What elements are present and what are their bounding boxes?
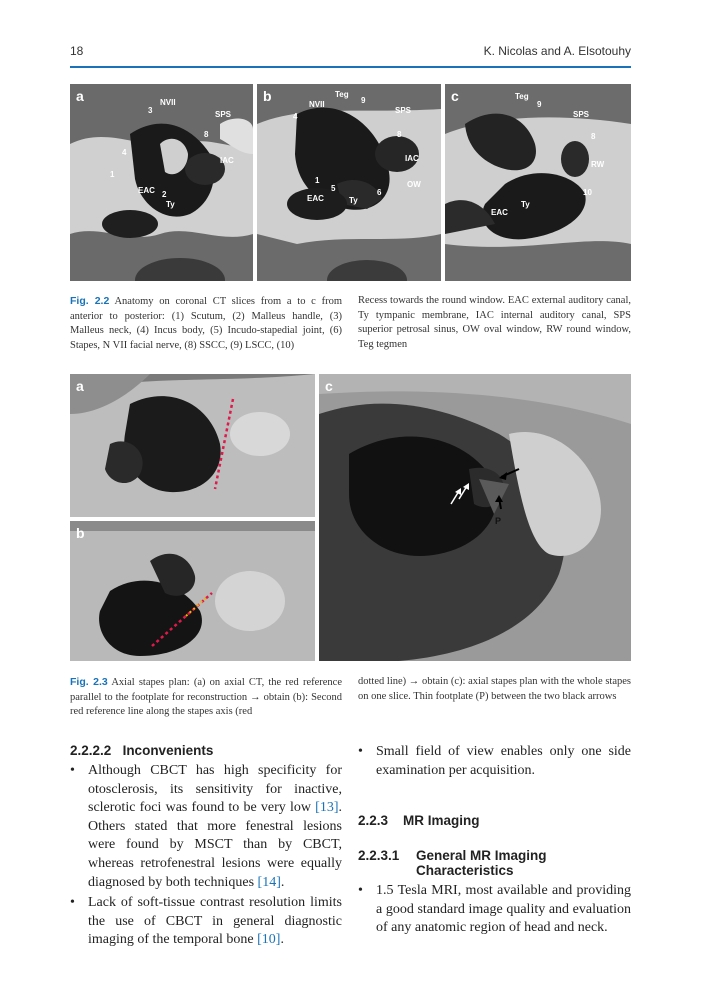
- annotation: EAC: [307, 194, 324, 203]
- annotation: 9: [537, 100, 542, 109]
- fig-2-2-panel-c: [445, 84, 631, 281]
- annotation: IAC: [220, 156, 234, 165]
- panel-label: c: [451, 88, 459, 104]
- annotation: 2: [162, 190, 167, 199]
- bullet-item: • Lack of soft-tissue contrast resolution limits the use of CBCT in general diagnostic imaging of the temporal bone [10].: [70, 895, 342, 948]
- annotation: EAC: [491, 208, 508, 217]
- annotation: 6: [377, 188, 382, 197]
- bullet-item: • Although CBCT has high specificity for otosclerosis, its sensitivity for inactive, sclerotic foci was found to be very low [13]. Others stated that more fenestral lesions were found by MSCT than by CBCT, whereas retrofenestral lesions were equally diagnosed by both techniques [14].: [70, 763, 342, 890]
- caption-text: Anatomy on coronal CT slices from a to c from anterior to posterior: (1) Scutum, (2) Malleus handle, (3) Malleus neck, (4) Incus body, (5) Incudo-stapedial joint, (6) Stapes, N VII facial nerve, (8) SSCC, (9) LSCC, (10): [70, 296, 342, 351]
- page-number: 18: [70, 44, 84, 58]
- fig-2-2-caption-right: Recess towards the round window. EAC external auditory canal, Ty tympanic membrane, IAC internal auditory canal, SPS superior petrosal sinus, OW oval window, RW round window, Teg tegmen: [358, 295, 631, 350]
- fig-2-3-panel-b: [70, 521, 315, 661]
- annotation: Ty: [166, 200, 175, 209]
- section-title-line: Characteristics: [416, 863, 514, 878]
- annotation: 10: [583, 188, 592, 197]
- section-title-line: General MR Imaging: [416, 848, 547, 863]
- annotation: OW: [407, 180, 421, 189]
- annotation: 4: [293, 112, 298, 121]
- annotation: 3: [148, 106, 153, 115]
- section-number: 2.2.3: [358, 813, 389, 828]
- bullet-symbol: •: [358, 883, 363, 898]
- annotation: SPS: [215, 110, 232, 119]
- annotation: IAC: [405, 154, 419, 163]
- section-heading-2-2-3: [358, 813, 480, 828]
- annotation: 1: [315, 176, 320, 185]
- annotation: 8: [591, 132, 596, 141]
- fig-2-3-panel-a: [70, 374, 315, 517]
- panel-label: a: [76, 88, 84, 104]
- fig-2-2-panel-a: [70, 84, 253, 281]
- annotation: 8: [397, 130, 402, 139]
- fig-2-3-caption-right: dotted line) → obtain (c): axial stapes plan with the whole stapes on one slice. Thin footplate (P) between the two black arrows: [358, 676, 631, 702]
- bullet-symbol: •: [358, 744, 363, 759]
- bullet-symbol: •: [70, 763, 75, 778]
- citation-link[interactable]: [10]: [257, 932, 281, 948]
- section-number: 2.2.2.2: [70, 743, 112, 758]
- ct-image: [445, 84, 631, 281]
- bullet-symbol: •: [70, 895, 75, 911]
- figure-label: Fig. 2.2: [70, 295, 110, 307]
- ct-image: [70, 521, 315, 661]
- running-header-authors: K. Nicolas and A. Elsotouhy: [483, 44, 631, 58]
- fig-2-2-caption-left: [70, 294, 342, 353]
- bullet-item: • Small field of view enables only one side examination per acquisition.: [358, 744, 631, 778]
- ct-image: [319, 374, 631, 661]
- panel-label: b: [263, 88, 272, 104]
- right-column-bullet-1: [358, 743, 631, 782]
- left-column-bullets: [70, 762, 342, 952]
- section-number: 2.2.3.1: [358, 848, 400, 863]
- annotation: 5: [331, 184, 336, 193]
- citation-link[interactable]: [13]: [315, 800, 339, 816]
- annotation: RW: [591, 160, 605, 169]
- annotation: 4: [122, 148, 127, 157]
- panel-label: c: [325, 378, 333, 394]
- section-title: Inconvenients: [122, 743, 214, 758]
- section-heading-2-2-3-1: [358, 848, 631, 878]
- annotation: Teg: [335, 90, 349, 99]
- figure-label: Fig. 2.3: [70, 676, 108, 688]
- annotation: NVII: [160, 98, 176, 107]
- right-column-bullet-2: [358, 882, 631, 940]
- section-heading-2-2-2-2: [70, 743, 213, 758]
- annotation: Teg: [515, 92, 529, 101]
- panel-label: a: [76, 378, 84, 394]
- annotation: Ty: [349, 196, 358, 205]
- header-rule: [70, 66, 631, 68]
- citation-link[interactable]: [14]: [257, 874, 281, 890]
- fig-2-2-panel-b: [257, 84, 441, 281]
- annotation: Ty: [521, 200, 530, 209]
- annotation: 9: [361, 96, 366, 105]
- fig-2-3-panel-c: [319, 374, 631, 661]
- section-title: MR Imaging: [403, 813, 480, 828]
- panel-label: b: [76, 525, 85, 541]
- annotation: 8: [204, 130, 209, 139]
- annotation: SPS: [395, 106, 412, 115]
- annotation: P: [495, 516, 502, 526]
- bullet-item: • 1.5 Tesla MRI, most available and providing a good standard image quality and evaluation of any anatomic region of head and neck.: [358, 883, 631, 936]
- annotation: SPS: [573, 110, 590, 119]
- caption-text: Axial stapes plan: (a) on axial CT, the red reference parallel to the footplate for reconstruction → obtain (b): Second red reference line along the stapes axis (red: [70, 677, 342, 718]
- fig-2-3-caption-left: [70, 675, 342, 720]
- annotation: 1: [110, 170, 115, 179]
- annotation: EAC: [138, 186, 155, 195]
- ct-image: [70, 374, 315, 517]
- annotation: NVII: [309, 100, 325, 109]
